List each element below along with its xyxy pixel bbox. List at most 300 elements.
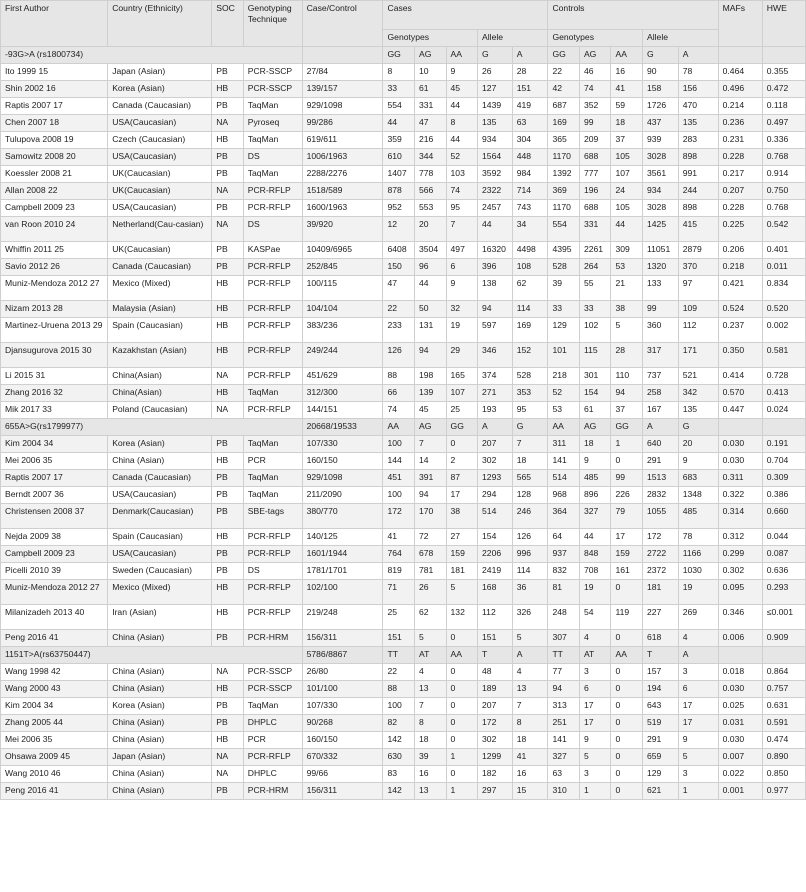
cell-ctrl-geno-1: 53 (548, 402, 580, 419)
cell-case-geno-1: 878 (383, 183, 415, 200)
cell-case-geno-2: 5 (415, 630, 447, 647)
cell-ctrl-geno-2: 209 (579, 132, 611, 149)
cell-case-geno-2: 3504 (415, 242, 447, 259)
cell-genotyping: TaqMan (243, 698, 302, 715)
cell-ctrl-geno-1: 4395 (548, 242, 580, 259)
cell-case-geno-1: 610 (383, 149, 415, 166)
cell-ctrl-allele-2: 5 (678, 749, 718, 766)
cell-maf: 0.496 (718, 81, 762, 98)
section-maf (718, 419, 762, 436)
cell-case-control: 1601/1944 (302, 546, 383, 563)
cell-ctrl-geno-1: 81 (548, 580, 580, 605)
cell-case-allele-2: 984 (512, 166, 548, 183)
cell-maf: 0.025 (718, 698, 762, 715)
cell-hwe: 0.386 (762, 487, 805, 504)
cell-maf: 0.007 (718, 749, 762, 766)
cell-case-geno-1: 100 (383, 436, 415, 453)
cell-case-control: 929/1098 (302, 470, 383, 487)
cell-hwe: 0.520 (762, 301, 805, 318)
cell-ctrl-geno-1: 514 (548, 470, 580, 487)
cell-ctrl-allele-2: 17 (678, 698, 718, 715)
cell-country: Spain (Caucasian) (108, 529, 212, 546)
cell-case-allele-1: 26 (478, 64, 513, 81)
cell-soc: HB (212, 301, 244, 318)
cell-case-allele-2: 8 (512, 715, 548, 732)
cell-country: Sweden (Caucasian) (108, 563, 212, 580)
cell-case-allele-1: 297 (478, 783, 513, 800)
cell-ctrl-geno-2: 327 (579, 504, 611, 529)
cell-soc: PB (212, 698, 244, 715)
table-row (1, 749, 806, 766)
cell-ctrl-allele-1: 2372 (642, 563, 678, 580)
cell-ctrl-geno-3: 0 (611, 681, 643, 698)
cell-case-control: 26/80 (302, 664, 383, 681)
cell-case-geno-1: 8 (383, 64, 415, 81)
cell-ctrl-allele-1: 258 (642, 385, 678, 402)
section-case-control (302, 47, 383, 64)
cell-author: Mei 2006 35 (1, 453, 108, 470)
cell-case-control: 312/300 (302, 385, 383, 402)
cell-maf: 0.095 (718, 580, 762, 605)
cell-case-allele-1: 48 (478, 664, 513, 681)
cell-case-control: 101/100 (302, 681, 383, 698)
cell-ctrl-geno-2: 154 (579, 385, 611, 402)
cell-case-allele-1: 1439 (478, 98, 513, 115)
cell-author: Mei 2006 35 (1, 732, 108, 749)
cell-ctrl-allele-1: 1726 (642, 98, 678, 115)
cell-case-geno-2: 44 (415, 276, 447, 301)
table-row (1, 301, 806, 318)
cell-ctrl-allele-1: 158 (642, 81, 678, 98)
section-hwe (762, 47, 805, 64)
table-row (1, 504, 806, 529)
cell-case-geno-2: 170 (415, 504, 447, 529)
cell-case-allele-2: 169 (512, 318, 548, 343)
cell-case-geno-3: 0 (446, 630, 478, 647)
cell-maf: 0.031 (718, 715, 762, 732)
cell-ctrl-allele-1: 360 (642, 318, 678, 343)
cell-case-control: 99/66 (302, 766, 383, 783)
section-col-case-geno-1: TT (383, 647, 415, 664)
cell-case-geno-2: 7 (415, 436, 447, 453)
table-row (1, 436, 806, 453)
cell-hwe: 0.591 (762, 715, 805, 732)
cell-case-geno-2: 94 (415, 343, 447, 368)
cell-case-geno-3: 0 (446, 664, 478, 681)
cell-ctrl-geno-1: 365 (548, 132, 580, 149)
cell-ctrl-geno-1: 369 (548, 183, 580, 200)
cell-case-allele-2: 304 (512, 132, 548, 149)
cell-country: Iran (Asian) (108, 605, 212, 630)
cell-hwe: 0.044 (762, 529, 805, 546)
cell-case-control: 107/330 (302, 436, 383, 453)
cell-case-geno-3: 0 (446, 732, 478, 749)
cell-case-geno-1: 142 (383, 783, 415, 800)
cell-ctrl-geno-1: 1170 (548, 149, 580, 166)
cell-hwe: 0.581 (762, 343, 805, 368)
cell-ctrl-geno-3: 107 (611, 166, 643, 183)
cell-author: Kim 2004 34 (1, 436, 108, 453)
section-col-ctrl-geno-2: AG (579, 419, 611, 436)
cell-soc: PB (212, 242, 244, 259)
table-row (1, 605, 806, 630)
cell-genotyping: TaqMan (243, 487, 302, 504)
cell-ctrl-geno-2: 485 (579, 470, 611, 487)
cell-genotyping: DHPLC (243, 715, 302, 732)
section-col-case-geno-1: GG (383, 47, 415, 64)
cell-ctrl-geno-1: 94 (548, 681, 580, 698)
cell-maf: 0.001 (718, 783, 762, 800)
cell-case-control: 144/151 (302, 402, 383, 419)
cell-country: UK(Caucasian) (108, 166, 212, 183)
cell-case-allele-2: 13 (512, 681, 548, 698)
cell-maf: 0.311 (718, 470, 762, 487)
table-row (1, 343, 806, 368)
cell-country: Japan (Asian) (108, 64, 212, 81)
table-row (1, 563, 806, 580)
section-col-case-allele-2: A (512, 647, 548, 664)
section-col-ctrl-geno-2: AT (579, 647, 611, 664)
cell-ctrl-allele-2: 342 (678, 385, 718, 402)
cell-ctrl-geno-1: 218 (548, 368, 580, 385)
cell-ctrl-allele-1: 181 (642, 580, 678, 605)
cell-genotyping: PCR-RFLP (243, 605, 302, 630)
cell-case-geno-3: 44 (446, 98, 478, 115)
cell-ctrl-allele-2: 1166 (678, 546, 718, 563)
cell-country: China (Asian) (108, 664, 212, 681)
cell-ctrl-geno-3: 0 (611, 749, 643, 766)
cell-ctrl-geno-2: 55 (579, 276, 611, 301)
cell-genotyping: PCR-SSCP (243, 81, 302, 98)
cell-ctrl-allele-2: 19 (678, 580, 718, 605)
header-case-control: Case/Control (302, 1, 383, 47)
cell-ctrl-allele-2: 4 (678, 630, 718, 647)
cell-case-allele-1: 44 (478, 217, 513, 242)
cell-ctrl-allele-2: 171 (678, 343, 718, 368)
cell-case-allele-2: 448 (512, 149, 548, 166)
cell-case-control: 2288/2276 (302, 166, 383, 183)
cell-case-geno-3: 5 (446, 580, 478, 605)
cell-case-allele-1: 1293 (478, 470, 513, 487)
cell-case-geno-2: 47 (415, 115, 447, 132)
cell-soc: NA (212, 664, 244, 681)
cell-case-allele-2: 128 (512, 487, 548, 504)
cell-case-control: 160/150 (302, 732, 383, 749)
cell-author: Wang 2010 46 (1, 766, 108, 783)
cell-genotyping: PCR-HRM (243, 630, 302, 647)
cell-maf: 0.214 (718, 98, 762, 115)
cell-case-geno-2: 96 (415, 259, 447, 276)
cell-case-control: 27/84 (302, 64, 383, 81)
cell-country: Canada (Caucasian) (108, 98, 212, 115)
cell-ctrl-allele-1: 2722 (642, 546, 678, 563)
header-author: First Author (1, 1, 108, 47)
table-row (1, 81, 806, 98)
cell-ctrl-geno-3: 16 (611, 64, 643, 81)
cell-soc: PB (212, 166, 244, 183)
cell-maf: 0.350 (718, 343, 762, 368)
cell-case-geno-1: 630 (383, 749, 415, 766)
cell-case-geno-2: 50 (415, 301, 447, 318)
cell-ctrl-allele-1: 939 (642, 132, 678, 149)
cell-case-geno-1: 33 (383, 81, 415, 98)
cell-ctrl-allele-2: 3 (678, 664, 718, 681)
cell-ctrl-geno-3: 21 (611, 276, 643, 301)
section-col-case-geno-1: AA (383, 419, 415, 436)
cell-hwe: 0.750 (762, 183, 805, 200)
cell-ctrl-geno-1: 313 (548, 698, 580, 715)
cell-ctrl-allele-2: 20 (678, 436, 718, 453)
cell-hwe: 0.118 (762, 98, 805, 115)
table-row (1, 487, 806, 504)
cell-ctrl-geno-2: 2261 (579, 242, 611, 259)
table-row (1, 115, 806, 132)
cell-soc: HB (212, 81, 244, 98)
cell-ctrl-geno-1: 307 (548, 630, 580, 647)
cell-case-geno-3: 7 (446, 217, 478, 242)
cell-case-allele-1: 138 (478, 276, 513, 301)
cell-maf: 0.524 (718, 301, 762, 318)
cell-hwe: 0.355 (762, 64, 805, 81)
section-case-control: 5786/8867 (302, 647, 383, 664)
cell-case-geno-1: 100 (383, 487, 415, 504)
section-col-case-geno-3: AA (446, 47, 478, 64)
cell-case-allele-2: 714 (512, 183, 548, 200)
cell-soc: PB (212, 436, 244, 453)
cell-case-control: 140/125 (302, 529, 383, 546)
cell-ctrl-allele-2: 135 (678, 402, 718, 419)
cell-case-geno-2: 781 (415, 563, 447, 580)
cell-case-geno-1: 451 (383, 470, 415, 487)
cell-case-allele-2: 996 (512, 546, 548, 563)
cell-author: Wang 2000 43 (1, 681, 108, 698)
header-cases: Cases (383, 1, 548, 30)
cell-case-allele-1: 1564 (478, 149, 513, 166)
cell-ctrl-allele-2: 370 (678, 259, 718, 276)
cell-case-geno-3: 2 (446, 453, 478, 470)
cell-case-allele-2: 7 (512, 436, 548, 453)
cell-case-control: 156/311 (302, 783, 383, 800)
cell-ctrl-allele-2: 112 (678, 318, 718, 343)
cell-genotyping: PCR-RFLP (243, 183, 302, 200)
cell-ctrl-geno-2: 5 (579, 749, 611, 766)
cell-case-allele-2: 114 (512, 301, 548, 318)
cell-case-geno-3: 0 (446, 766, 478, 783)
cell-author: Djansugurova 2015 30 (1, 343, 108, 368)
cell-case-allele-1: 302 (478, 453, 513, 470)
cell-case-allele-2: 108 (512, 259, 548, 276)
cell-country: China (Asian) (108, 783, 212, 800)
cell-case-allele-1: 172 (478, 715, 513, 732)
cell-country: USA(Caucasian) (108, 200, 212, 217)
cell-case-allele-1: 374 (478, 368, 513, 385)
cell-hwe: 0.413 (762, 385, 805, 402)
cell-ctrl-geno-3: 5 (611, 318, 643, 343)
cell-soc: HB (212, 343, 244, 368)
cell-case-geno-2: 39 (415, 749, 447, 766)
cell-case-geno-3: 8 (446, 115, 478, 132)
cell-soc: PB (212, 64, 244, 81)
cell-case-geno-1: 764 (383, 546, 415, 563)
cell-ctrl-geno-2: 688 (579, 149, 611, 166)
cell-country: USA(Caucasian) (108, 546, 212, 563)
cell-ctrl-geno-3: 0 (611, 664, 643, 681)
cell-case-geno-3: 17 (446, 487, 478, 504)
cell-country: China(Asian) (108, 368, 212, 385)
table-row (1, 732, 806, 749)
cell-ctrl-geno-1: 554 (548, 217, 580, 242)
cell-genotyping: PCR (243, 732, 302, 749)
cell-case-allele-2: 7 (512, 698, 548, 715)
cell-case-geno-3: 27 (446, 529, 478, 546)
section-col-ctrl-allele-2: G (678, 419, 718, 436)
cell-maf: 0.236 (718, 115, 762, 132)
cell-maf: 0.237 (718, 318, 762, 343)
cell-ctrl-geno-3: 99 (611, 470, 643, 487)
cell-case-geno-1: 819 (383, 563, 415, 580)
cell-ctrl-allele-2: 1348 (678, 487, 718, 504)
cell-case-geno-3: 32 (446, 301, 478, 318)
cell-ctrl-allele-2: 683 (678, 470, 718, 487)
cell-ctrl-geno-2: 33 (579, 301, 611, 318)
cell-author: Zhang 2005 44 (1, 715, 108, 732)
cell-hwe: 0.474 (762, 732, 805, 749)
cell-ctrl-allele-2: 1 (678, 783, 718, 800)
cell-hwe: 0.768 (762, 200, 805, 217)
cell-ctrl-allele-2: 135 (678, 115, 718, 132)
cell-country: UK(Caucasian) (108, 183, 212, 200)
cell-genotyping: TaqMan (243, 436, 302, 453)
cell-ctrl-geno-1: 968 (548, 487, 580, 504)
cell-ctrl-geno-1: 39 (548, 276, 580, 301)
header-controls: Controls (548, 1, 718, 30)
cell-case-geno-3: 9 (446, 64, 478, 81)
cell-case-geno-3: 1 (446, 749, 478, 766)
cell-author: Wang 1998 42 (1, 664, 108, 681)
cell-ctrl-geno-2: 17 (579, 698, 611, 715)
cell-country: China (Asian) (108, 766, 212, 783)
cell-country: Korea (Asian) (108, 81, 212, 98)
cell-country: Malaysia (Asian) (108, 301, 212, 318)
cell-case-allele-1: 271 (478, 385, 513, 402)
cell-ctrl-geno-2: 6 (579, 681, 611, 698)
cell-ctrl-allele-1: 157 (642, 664, 678, 681)
section-col-ctrl-geno-1: AA (548, 419, 580, 436)
cell-case-geno-2: 139 (415, 385, 447, 402)
section-col-case-allele-1: T (478, 647, 513, 664)
cell-case-allele-2: 95 (512, 402, 548, 419)
cell-genotyping: DS (243, 217, 302, 242)
cell-ctrl-allele-2: 78 (678, 529, 718, 546)
cell-genotyping: PCR-RFLP (243, 546, 302, 563)
cell-case-control: 99/286 (302, 115, 383, 132)
table-row (1, 681, 806, 698)
cell-ctrl-geno-3: 119 (611, 605, 643, 630)
cell-ctrl-geno-2: 3 (579, 664, 611, 681)
table-row (1, 453, 806, 470)
cell-author: Nejda 2009 38 (1, 529, 108, 546)
cell-case-geno-2: 26 (415, 580, 447, 605)
cell-hwe: 0.497 (762, 115, 805, 132)
cell-maf: 0.570 (718, 385, 762, 402)
cell-ctrl-geno-3: 24 (611, 183, 643, 200)
cell-case-geno-2: 8 (415, 715, 447, 732)
cell-ctrl-allele-1: 3028 (642, 200, 678, 217)
cell-case-allele-2: 528 (512, 368, 548, 385)
cell-soc: NA (212, 766, 244, 783)
cell-case-geno-3: 9 (446, 276, 478, 301)
table-row (1, 242, 806, 259)
cell-soc: HB (212, 318, 244, 343)
cell-case-geno-1: 25 (383, 605, 415, 630)
cell-author: Raptis 2007 17 (1, 470, 108, 487)
cell-case-geno-1: 74 (383, 402, 415, 419)
cell-soc: PB (212, 487, 244, 504)
cell-soc: HB (212, 453, 244, 470)
cell-hwe: 0.002 (762, 318, 805, 343)
cell-case-geno-1: 6408 (383, 242, 415, 259)
cell-ctrl-geno-1: 1392 (548, 166, 580, 183)
cell-case-control: 139/157 (302, 81, 383, 98)
cell-soc: PB (212, 259, 244, 276)
section-col-ctrl-allele-2: A (678, 47, 718, 64)
cell-case-geno-2: 344 (415, 149, 447, 166)
section-col-ctrl-allele-1: T (642, 647, 678, 664)
cell-genotyping: PCR-RFLP (243, 301, 302, 318)
cell-ctrl-allele-2: 898 (678, 200, 718, 217)
cell-ctrl-allele-2: 415 (678, 217, 718, 242)
section-case-control: 20668/19533 (302, 419, 383, 436)
cell-hwe: 0.890 (762, 749, 805, 766)
cell-soc: HB (212, 385, 244, 402)
cell-hwe: 0.542 (762, 217, 805, 242)
cell-hwe: 0.909 (762, 630, 805, 647)
cell-case-allele-2: 18 (512, 453, 548, 470)
cell-case-geno-1: 233 (383, 318, 415, 343)
cell-ctrl-allele-2: 898 (678, 149, 718, 166)
cell-case-allele-1: 151 (478, 630, 513, 647)
section-col-case-geno-3: AA (446, 647, 478, 664)
cell-case-geno-1: 100 (383, 698, 415, 715)
cell-hwe: 0.087 (762, 546, 805, 563)
section-hwe (762, 647, 805, 664)
cell-soc: PB (212, 504, 244, 529)
cell-hwe: 0.914 (762, 166, 805, 183)
table-row (1, 766, 806, 783)
cell-ctrl-allele-1: 129 (642, 766, 678, 783)
cell-ctrl-allele-1: 291 (642, 453, 678, 470)
cell-ctrl-geno-3: 79 (611, 504, 643, 529)
cell-author: Raptis 2007 17 (1, 98, 108, 115)
cell-case-allele-2: 28 (512, 64, 548, 81)
cell-case-geno-2: 391 (415, 470, 447, 487)
section-col-case-geno-3: GG (446, 419, 478, 436)
cell-ctrl-geno-1: 52 (548, 385, 580, 402)
cell-author: Kim 2004 34 (1, 698, 108, 715)
cell-case-control: 211/2090 (302, 487, 383, 504)
cell-author: Allan 2008 22 (1, 183, 108, 200)
cell-ctrl-geno-2: 54 (579, 605, 611, 630)
cell-ctrl-allele-1: 291 (642, 732, 678, 749)
cell-case-geno-1: 83 (383, 766, 415, 783)
cell-country: China (Asian) (108, 453, 212, 470)
cell-hwe: 0.768 (762, 149, 805, 166)
section-col-ctrl-geno-1: TT (548, 647, 580, 664)
cell-country: USA(Caucasian) (108, 115, 212, 132)
cell-ctrl-allele-1: 643 (642, 698, 678, 715)
cell-ctrl-geno-3: 0 (611, 783, 643, 800)
cell-ctrl-geno-2: 9 (579, 453, 611, 470)
